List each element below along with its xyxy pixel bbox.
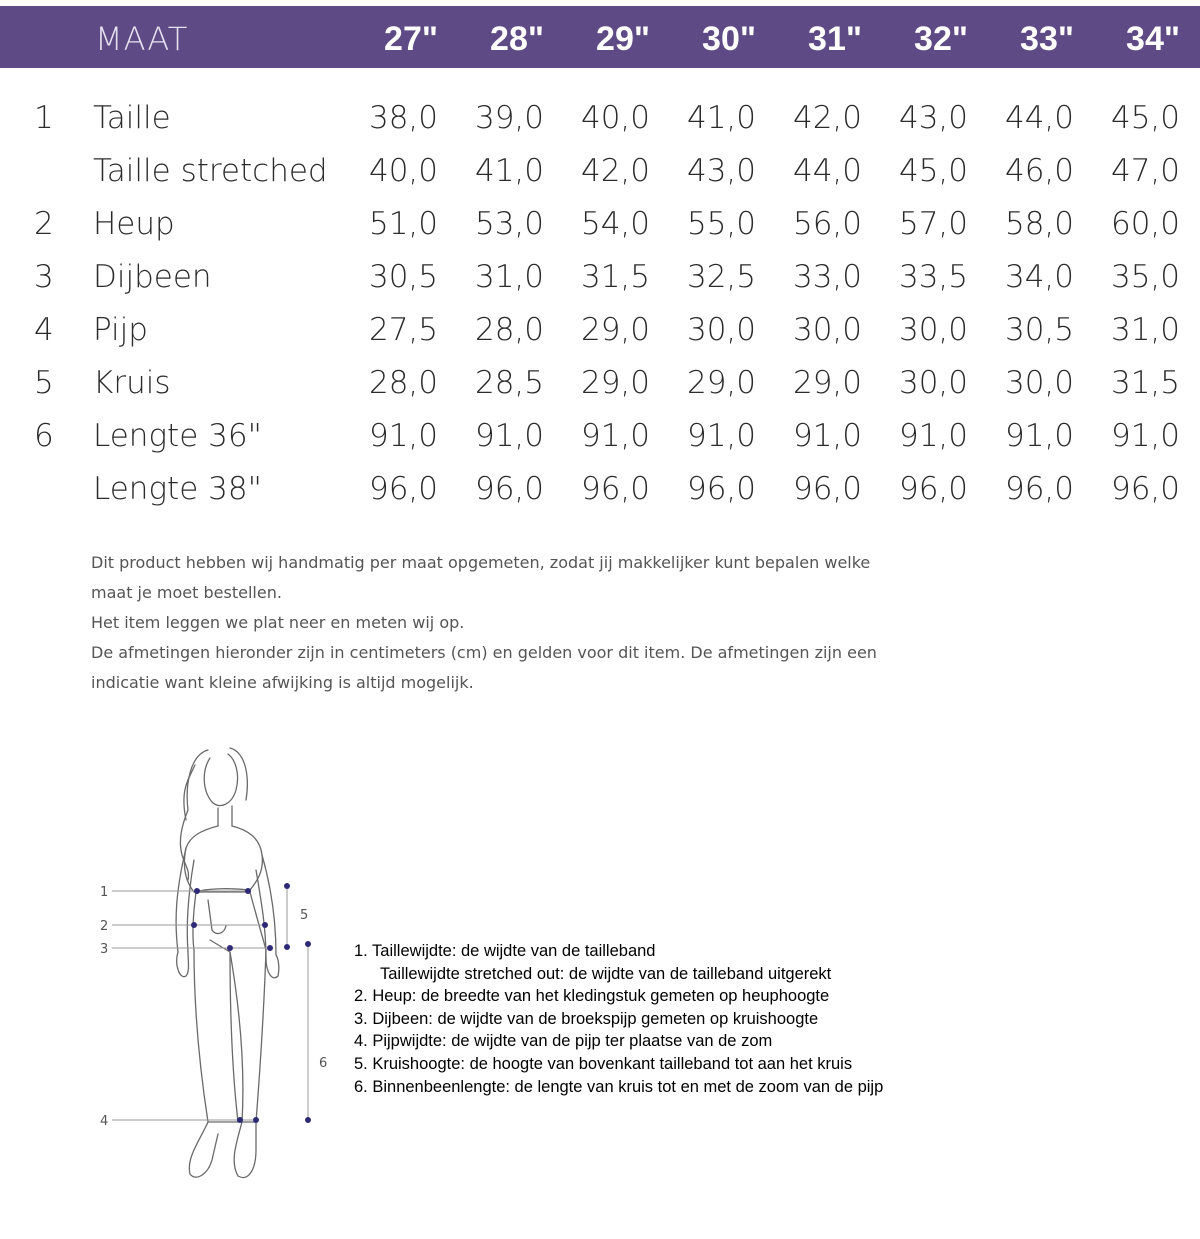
table-cell: 57,0: [898, 206, 968, 242]
row-number: 5: [34, 365, 54, 401]
size-col-31: 31": [808, 20, 862, 58]
table-cell: 56,0: [792, 206, 862, 242]
table-cell: 96,0: [1004, 471, 1074, 507]
size-col-30: 30": [702, 20, 756, 58]
row-label: Lengte 38": [93, 471, 262, 507]
table-cell: 28,5: [474, 365, 544, 401]
table-cell: 44,0: [1004, 100, 1074, 136]
size-col-34: 34": [1126, 20, 1180, 58]
table-cell: 96,0: [1110, 471, 1180, 507]
table-cell: 91,0: [898, 418, 968, 454]
row-number: 3: [34, 259, 54, 295]
table-cell: 58,0: [1004, 206, 1074, 242]
table-cell: 45,0: [1110, 100, 1180, 136]
table-cell: 30,0: [1004, 365, 1074, 401]
table-cell: 29,0: [580, 365, 650, 401]
table-row: [0, 153, 1200, 203]
table-cell: 53,0: [474, 206, 544, 242]
woman-jeans-sketch: [90, 730, 350, 1200]
table-row: [0, 312, 1200, 362]
size-header-label: MAAT: [95, 20, 189, 58]
table-cell: 42,0: [792, 100, 862, 136]
table-cell: 43,0: [898, 100, 968, 136]
marker-1: 1: [100, 885, 109, 900]
table-cell: 34,0: [1004, 259, 1074, 295]
table-cell: 96,0: [792, 471, 862, 507]
legend-item: 4. Pijpwijdte: de wijdte van de pijp ter plaatse van de zom: [354, 1032, 773, 1051]
table-cell: 91,0: [792, 418, 862, 454]
table-cell: 46,0: [1004, 153, 1074, 189]
table-cell: 91,0: [1110, 418, 1180, 454]
size-header-bar: [0, 6, 1200, 68]
table-cell: 91,0: [368, 418, 438, 454]
table-cell: 38,0: [368, 100, 438, 136]
row-label: Lengte 36": [93, 418, 262, 454]
table-cell: 29,0: [792, 365, 862, 401]
table-cell: 55,0: [686, 206, 756, 242]
legend-item: Taillewijdte stretched out: de wijdte van de tailleband uitgerekt: [380, 964, 832, 983]
row-number: 4: [34, 312, 54, 348]
marker-5: 5: [300, 908, 309, 923]
table-cell: 47,0: [1110, 153, 1180, 189]
row-label: Heup: [93, 206, 175, 242]
table-row: [0, 259, 1200, 309]
table-cell: 30,0: [686, 312, 756, 348]
table-cell: 43,0: [686, 153, 756, 189]
table-cell: 31,0: [474, 259, 544, 295]
table-row: [0, 471, 1200, 521]
row-number: 6: [34, 418, 54, 454]
table-cell: 29,0: [580, 312, 650, 348]
table-cell: 30,5: [368, 259, 438, 295]
row-label: Taille: [93, 100, 171, 136]
marker-2: 2: [100, 919, 109, 934]
table-cell: 40,0: [368, 153, 438, 189]
legend-item: 1. Taillewijdte: de wijdte van de tailleband: [354, 942, 656, 960]
row-label: Pijp: [93, 312, 148, 348]
table-cell: 39,0: [474, 100, 544, 136]
table-cell: 96,0: [686, 471, 756, 507]
legend-item: 2. Heup: de breedte van het kledingstuk gemeten op heuphoogte: [354, 987, 830, 1006]
marker-6: 6: [319, 1056, 328, 1071]
marker-4: 4: [100, 1114, 109, 1129]
table-cell: 51,0: [368, 206, 438, 242]
intro-line: De afmetingen hieronder zijn in centimeters (cm) en gelden voor dit item. De afmetingen zijn een: [91, 643, 877, 662]
table-cell: 96,0: [898, 471, 968, 507]
table-cell: 33,0: [792, 259, 862, 295]
legend-item: 5. Kruishoogte: de hoogte van bovenkant tailleband tot aan het kruis: [354, 1054, 853, 1073]
table-cell: 31,5: [580, 259, 650, 295]
table-cell: 31,0: [1110, 312, 1180, 348]
measurement-figure: [90, 730, 350, 1200]
table-cell: 41,0: [686, 100, 756, 136]
table-cell: 40,0: [580, 100, 650, 136]
row-label: Dijbeen: [93, 259, 212, 295]
table-cell: 91,0: [474, 418, 544, 454]
size-col-28: 28": [490, 20, 544, 58]
table-cell: 27,5: [368, 312, 438, 348]
table-row: [0, 418, 1200, 468]
intro-line: Het item leggen we plat neer en meten wij op.: [91, 613, 465, 632]
table-cell: 28,0: [368, 365, 438, 401]
table-cell: 41,0: [474, 153, 544, 189]
table-row: [0, 206, 1200, 256]
legend-item: 6. Binnenbeenlengte: de lengte van kruis tot en met de zoom van de pijp: [354, 1077, 884, 1096]
table-cell: 96,0: [580, 471, 650, 507]
table-cell: 96,0: [474, 471, 544, 507]
table-cell: 42,0: [580, 153, 650, 189]
legend-item: 3. Dijbeen: de wijdte van de broekspijp gemeten op kruishoogte: [354, 1009, 819, 1028]
intro-line: Dit product hebben wij handmatig per maat opgemeten, zodat jij makkelijker kunt bepalen welke: [91, 553, 871, 572]
intro-text: [91, 548, 911, 698]
table-cell: 30,0: [898, 365, 968, 401]
table-cell: 30,5: [1004, 312, 1074, 348]
row-label: Taille stretched: [93, 153, 328, 189]
intro-line: maat je moet bestellen.: [91, 583, 282, 602]
table-cell: 44,0: [792, 153, 862, 189]
size-col-33: 33": [1020, 20, 1074, 58]
table-cell: 91,0: [580, 418, 650, 454]
table-cell: 28,0: [474, 312, 544, 348]
table-cell: 31,5: [1110, 365, 1180, 401]
size-col-27: 27": [384, 20, 438, 58]
table-cell: 91,0: [686, 418, 756, 454]
intro-line: indicatie want kleine afwijking is altijd mogelijk.: [91, 673, 474, 692]
measurement-legend: [354, 940, 994, 1098]
table-cell: 33,5: [898, 259, 968, 295]
size-col-32: 32": [914, 20, 968, 58]
table-cell: 54,0: [580, 206, 650, 242]
table-row: [0, 365, 1200, 415]
table-cell: 45,0: [898, 153, 968, 189]
size-col-29: 29": [596, 20, 650, 58]
table-cell: 30,0: [792, 312, 862, 348]
table-cell: 60,0: [1110, 206, 1180, 242]
table-cell: 30,0: [898, 312, 968, 348]
table-cell: 35,0: [1110, 259, 1180, 295]
table-cell: 91,0: [1004, 418, 1074, 454]
table-cell: 96,0: [368, 471, 438, 507]
table-row: [0, 100, 1200, 150]
table-cell: 32,5: [686, 259, 756, 295]
table-cell: 29,0: [686, 365, 756, 401]
measurement-dots: [191, 883, 311, 1123]
row-label: Kruis: [93, 365, 171, 401]
row-number: 1: [34, 100, 54, 136]
marker-3: 3: [100, 942, 109, 957]
row-number: 2: [34, 206, 54, 242]
